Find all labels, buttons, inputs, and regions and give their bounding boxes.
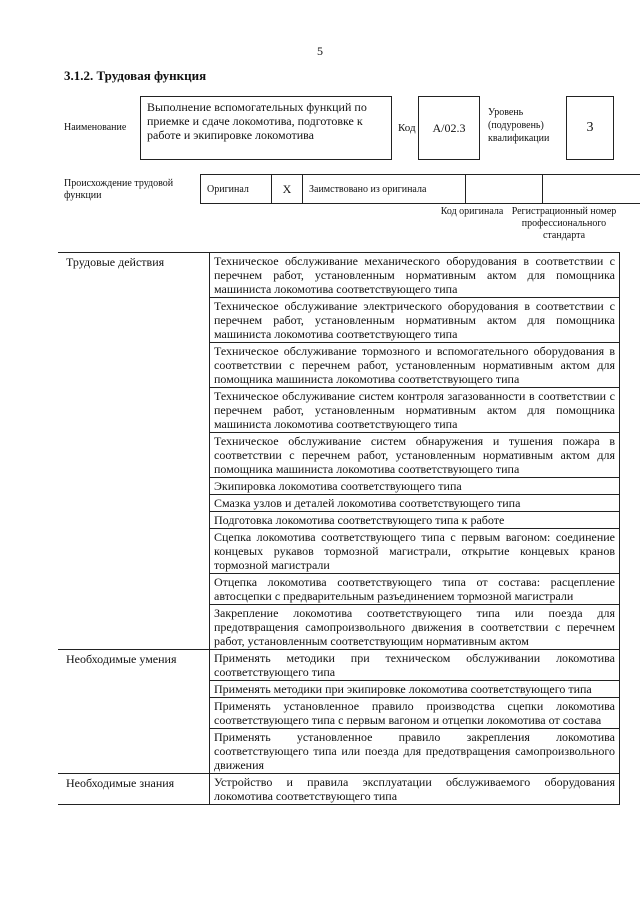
origin-label: Происхождение трудовой функции xyxy=(64,178,174,201)
list-item: Закрепление локомотива соответствующего типа или поезда для предотвращения самопроизвольного движения в соответствии с перечнем работ, установленным соответствующим нормативным актом xyxy=(210,605,620,650)
list-item: Смазка узлов и деталей локомотива соответствующего типа xyxy=(210,495,620,512)
section-label: Трудовые действия xyxy=(58,253,210,650)
list-item: Техническое обслуживание тормозного и вспомогательного оборудования в соответствии с перечнем работ, установленным нормативным актом для помощника машиниста локомотива соответствующего типа xyxy=(210,343,620,388)
table-row xyxy=(58,650,620,681)
level-label: Уровень (подуровень) квалификации xyxy=(488,107,550,144)
origin-table xyxy=(200,174,640,204)
list-item: Отцепка локомотива соответствующего типа от состава: расцепление автосцепки с предварительным разъединением тормозной магистрали xyxy=(210,574,620,605)
list-item: Сцепка локомотива соответствующего типа с первым вагоном: соединение концевых рукавов тормозной магистрали, открытие концевых кранов тормозной магистрали xyxy=(210,529,620,574)
code-label: Код xyxy=(398,122,416,134)
original-code-cell xyxy=(466,175,543,204)
table-row xyxy=(58,253,620,298)
registration-number-cell xyxy=(543,175,640,204)
list-item: Применять методики при техническом обслуживании локомотива соответствующего типа xyxy=(210,650,620,681)
original-mark: X xyxy=(272,175,303,204)
list-item: Техническое обслуживание механического оборудования в соответствии с перечнем работ, установленным нормативным актом для помощника машиниста локомотива соответствующего типа xyxy=(210,253,620,298)
registration-caption: Регистрационный номер профессионального стандарта xyxy=(511,206,617,241)
function-name-box: Выполнение вспомогательных функций по приемке и сдаче локомотива, подготовке к работе и экипировке локомотива xyxy=(140,96,392,160)
labor-function-table xyxy=(58,252,620,805)
code-caption: Код оригинала xyxy=(440,206,504,217)
list-item: Техническое обслуживание электрического оборудования в соответствии с перечнем работ, установленным нормативным актом для помощника машиниста локомотива соответствующего типа xyxy=(210,298,620,343)
table-row xyxy=(58,774,620,805)
section-label: Необходимые умения xyxy=(58,650,210,774)
qualification-level-box: 3 xyxy=(566,96,614,160)
list-item: Подготовка локомотива соответствующего типа к работе xyxy=(210,512,620,529)
list-item: Техническое обслуживание систем обнаружения и тушения пожара в соответствии с перечнем работ, установленным нормативным актом для помощника машиниста локомотива соответствующего типа xyxy=(210,433,620,478)
list-item: Техническое обслуживание систем контроля загазованности в соответствии с перечнем работ, установленным нормативным актом для помощника машиниста локомотива соответствующего типа xyxy=(210,388,620,433)
page-number: 5 xyxy=(317,44,323,58)
list-item: Устройство и правила эксплуатации обслуживаемого оборудования локомотива соответствующего типа xyxy=(210,774,620,805)
original-label: Оригинал xyxy=(201,175,272,204)
section-title: 3.1.2. Трудовая функция xyxy=(64,68,207,83)
section-label: Необходимые знания xyxy=(58,774,210,805)
name-label: Наименование xyxy=(64,122,127,133)
borrowed-label: Заимствовано из оригинала xyxy=(303,175,466,204)
function-code-box: А/02.3 xyxy=(418,96,480,160)
list-item: Применять методики при экипировке локомотива соответствующего типа xyxy=(210,681,620,698)
list-item: Применять установленное правило производства сцепки локомотива соответствующего типа с первым вагоном и отцепки локомотива от состава xyxy=(210,698,620,729)
list-item: Экипировка локомотива соответствующего типа xyxy=(210,478,620,495)
list-item: Применять установленное правило закрепления локомотива соответствующего типа или поезда для предотвращения самопроизвольного движения xyxy=(210,729,620,774)
